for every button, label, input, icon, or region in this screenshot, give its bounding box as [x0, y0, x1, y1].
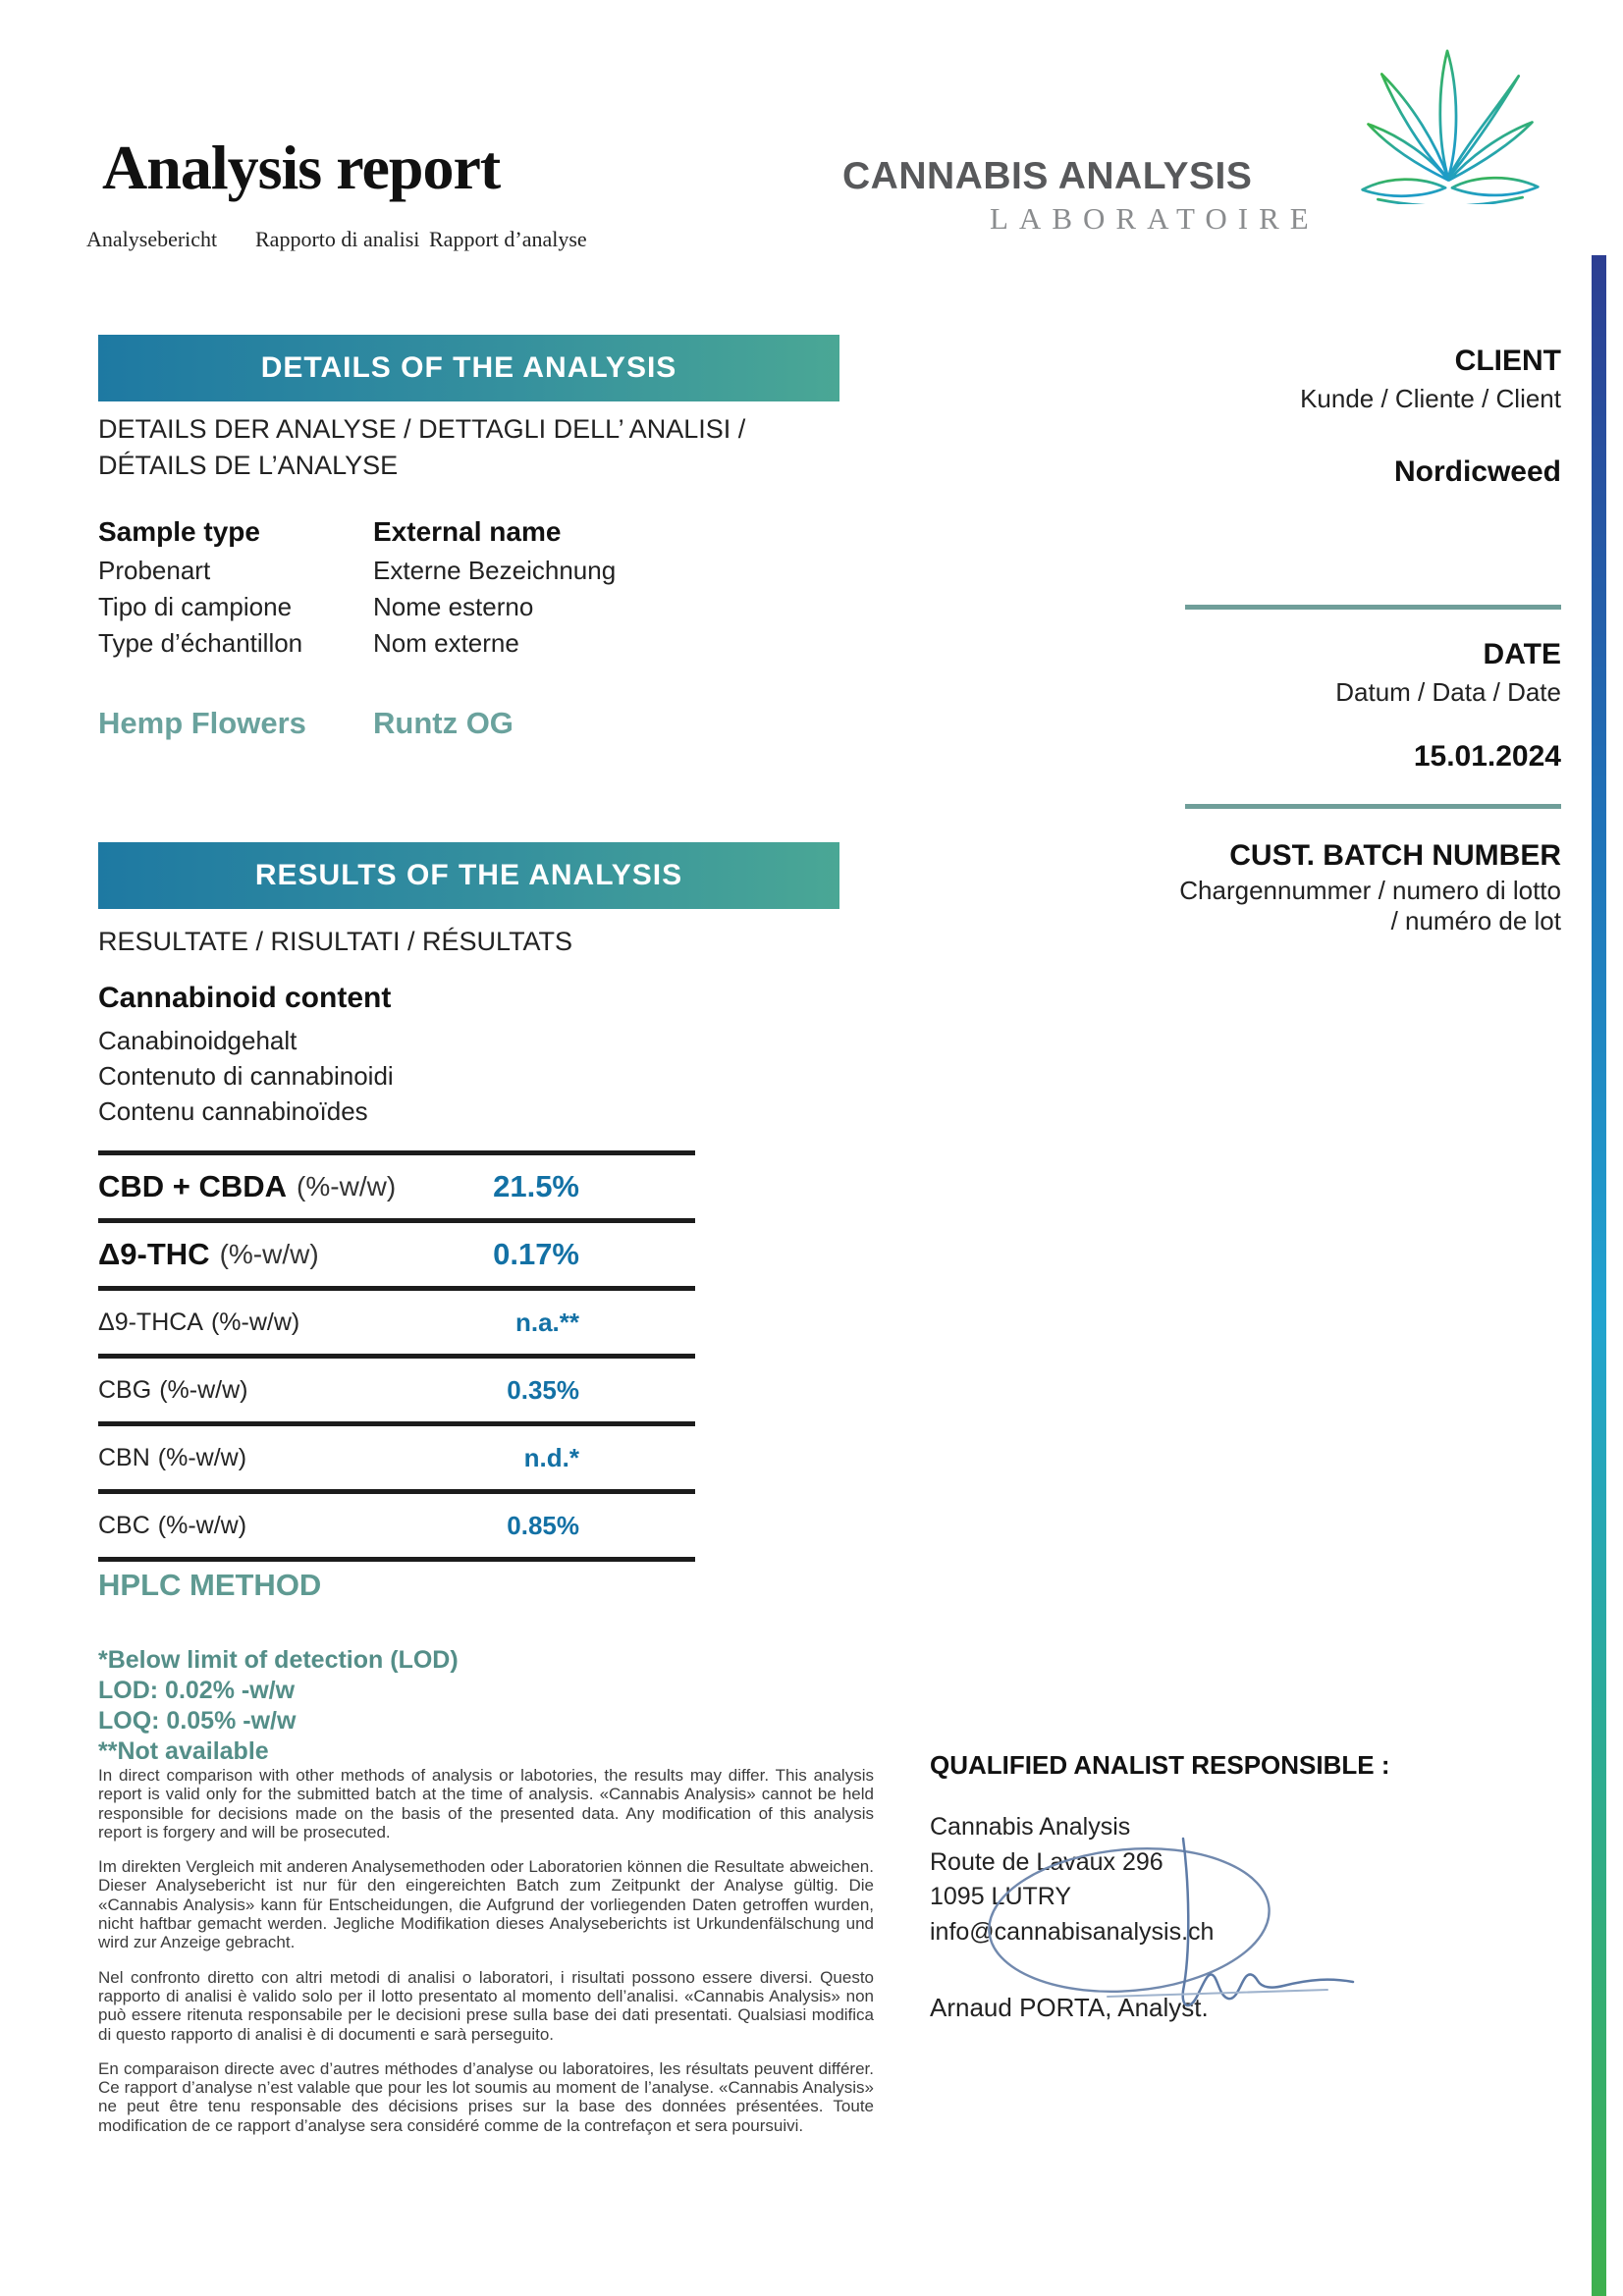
sample-type-tr-de: Probenart: [98, 556, 211, 585]
analyst-email: info@cannabisanalysis.ch: [930, 1918, 1215, 1946]
separator-line: [1185, 605, 1561, 610]
table-row-d9-thc: [98, 1223, 695, 1291]
analyte-name: CBG: [98, 1375, 152, 1404]
edge-gradient-stripe: [1592, 255, 1606, 2296]
date-translations: Datum / Data / Date: [1335, 677, 1561, 707]
table-row-cbd-cbda: [98, 1155, 695, 1223]
disclaimer-fr: En comparaison directe avec d’autres méthodes d’analyse ou laboratoires, les résultats peuvent différer. Ce rapport d’analyse n’est valable que pour les lot soumis au moment de l’analyse. «Cannabis Analysis» ne peut être tenu responsable des décisions prises sur la base des données présentées. Toute modification de ce rapport d’analyse sera considéré comme de la contrefaçon et sera poursuivi.: [98, 2058, 874, 2135]
batch-translations-line1: Chargennummer / numero di lotto: [1179, 876, 1561, 905]
cannabinoid-content-title: Cannabinoid content: [98, 982, 392, 1014]
table-row-cbg: [98, 1359, 695, 1426]
separator-line: [1185, 804, 1561, 809]
analyte-name: Δ9-THC: [98, 1237, 210, 1271]
table-row-cbc: [98, 1494, 695, 1562]
external-name-translations: [373, 553, 616, 662]
sample-type-translations: [98, 553, 302, 662]
results-header-translations: RESULTATE / RISULTATI / RÉSULTATS: [98, 927, 573, 956]
results-header-title: RESULTS OF THE ANALYSIS: [254, 859, 683, 891]
date-label: DATE: [1483, 638, 1561, 670]
analyte-value: 0.85%: [507, 1510, 579, 1540]
detection-notes: [98, 1645, 459, 1767]
brand-tagline: LABORATOIRE: [990, 201, 1320, 236]
results-header-bar: [98, 842, 839, 909]
analyte-value: n.d.*: [523, 1442, 579, 1472]
method-label: HPLC METHOD: [98, 1568, 322, 1602]
details-header-title: DETAILS OF THE ANALYSIS: [260, 351, 677, 384]
sample-type-tr-fr: Type d’échantillon: [98, 628, 303, 658]
details-header-sub-line1: DETAILS DER ANALYSE / DETTAGLI DELL’ ANALISI /: [98, 414, 746, 444]
details-header-sub-line2: DÉTAILS DE L’ANALYSE: [98, 451, 399, 480]
details-header-bar: [98, 335, 839, 401]
cannabinoid-tr-it: Contenuto di cannabinoidi: [98, 1061, 394, 1091]
analyte-name: CBD + CBDA: [98, 1169, 288, 1203]
client-value: Nordicweed: [1393, 455, 1561, 488]
analyte-name: Δ9-THCA: [98, 1308, 203, 1336]
analyst-company: Cannabis Analysis: [930, 1813, 1131, 1841]
analyte-unit: (%-w/w): [157, 1511, 247, 1539]
results-table: [98, 1150, 695, 1562]
analyte-unit: (%-w/w): [159, 1375, 248, 1404]
note-lod-title: *Below limit of detection (LOD): [98, 1646, 459, 1674]
analyte-value: 21.5%: [493, 1169, 579, 1203]
analyte-value: n.a.**: [514, 1307, 579, 1337]
analyte-unit: (%-w/w): [219, 1239, 319, 1269]
analyte-unit: (%-w/w): [157, 1443, 247, 1471]
external-name-tr-de: Externe Bezeichnung: [373, 556, 617, 585]
analyst-name: Arnaud PORTA, Analyst.: [930, 1993, 1209, 2022]
analyte-value: 0.35%: [507, 1374, 579, 1405]
date-value: 15.01.2024: [1413, 740, 1561, 773]
external-name-label: External name: [373, 516, 562, 547]
sample-type-tr-it: Tipo di campione: [98, 592, 293, 621]
analyte-unit: (%-w/w): [210, 1308, 300, 1336]
client-label: CLIENT: [1454, 345, 1561, 377]
analyte-name: CBN: [98, 1443, 150, 1471]
analyte-name: CBC: [98, 1511, 150, 1539]
page-subtitle-it: Rapporto di analisi: [255, 227, 420, 251]
analyte-unit: (%-w/w): [297, 1171, 397, 1201]
client-translations: Kunde / Cliente / Client: [1300, 384, 1561, 413]
cannabinoid-tr-fr: Contenu cannabinoïdes: [98, 1096, 368, 1126]
analyst-address-line2: 1095 LUTRY: [930, 1883, 1072, 1910]
signature-graphic: [982, 1834, 1375, 2030]
external-name-tr-it: Nome esterno: [373, 592, 534, 621]
batch-number-label: CUST. BATCH NUMBER: [1229, 839, 1561, 872]
sample-type-value: Hemp Flowers: [98, 706, 306, 740]
disclaimer-en: In direct comparison with other methods of analysis or labotories, the results may differ. This analysis report is valid only for the submitted batch at the time of analysis. «Cannabis Analysis» cannot be held responsible for decisions made on the basis of the presented data. Any modification of this analysis report is forgery and will be prosecuted.: [98, 1766, 874, 1842]
sample-type-label: Sample type: [98, 516, 260, 547]
external-name-tr-fr: Nom externe: [373, 628, 519, 658]
note-not-available: **Not available: [98, 1737, 269, 1765]
disclaimer-block: [98, 1766, 874, 2151]
table-row-cbn: [98, 1426, 695, 1494]
details-header-translations: [98, 411, 745, 484]
batch-translations-line2: / numéro de lot: [1390, 906, 1561, 935]
analyst-heading: QUALIFIED ANALIST RESPONSIBLE :: [930, 1750, 1390, 1780]
cannabis-leaf-icon: [1347, 45, 1553, 204]
external-name-value: Runtz OG: [373, 706, 514, 740]
disclaimer-it: Nel confronto diretto con altri metodi di analisi o laboratori, i risultati possono essere diversi. Questo rapporto di analisi è valido solo per il lotto presentato al momento dell’analisi. «Cannabis Analysis» non può essere ritenuta responsabile per le decisioni prese sulla base dei dati presentati. Qualsiasi modifica di questo rapporto di analisi è di documenti e sarà perseguito.: [98, 1967, 874, 2044]
disclaimer-de: Im direkten Vergleich mit anderen Analysemethoden oder Laboratorien können die Resultate abweichen. Dieser Analysebericht ist nur für den eingereichten Batch zum Zeitpunkt der Analyse gültig. Die «Cannabis Analysis» kann für Entscheidungen, die Aufgrund der vorliegenden Daten getroffen wurden, nicht haftbar gemacht werden. Jegliche Modifikation dieses Analyseberichts ist Urkundenfälschung und wird zur Anzeige gebracht.: [98, 1857, 874, 1952]
table-row-d9-thca: [98, 1291, 695, 1359]
cannabinoid-content-translations: [98, 1023, 394, 1129]
note-lod-value: LOD: 0.02% -w/w: [98, 1677, 296, 1704]
page-title: Analysis report: [102, 133, 501, 202]
analyte-value: 0.17%: [493, 1237, 579, 1271]
page-subtitle-de: Analysebericht: [86, 227, 218, 251]
note-loq-value: LOQ: 0.05% -w/w: [98, 1707, 297, 1735]
analyst-address-line1: Route de Lavaux 296: [930, 1848, 1163, 1876]
cannabinoid-tr-de: Canabinoidgehalt: [98, 1026, 298, 1055]
page-subtitle-fr: Rapport d’analyse: [429, 227, 587, 251]
brand-name: CANNABIS ANALYSIS: [842, 155, 1253, 197]
